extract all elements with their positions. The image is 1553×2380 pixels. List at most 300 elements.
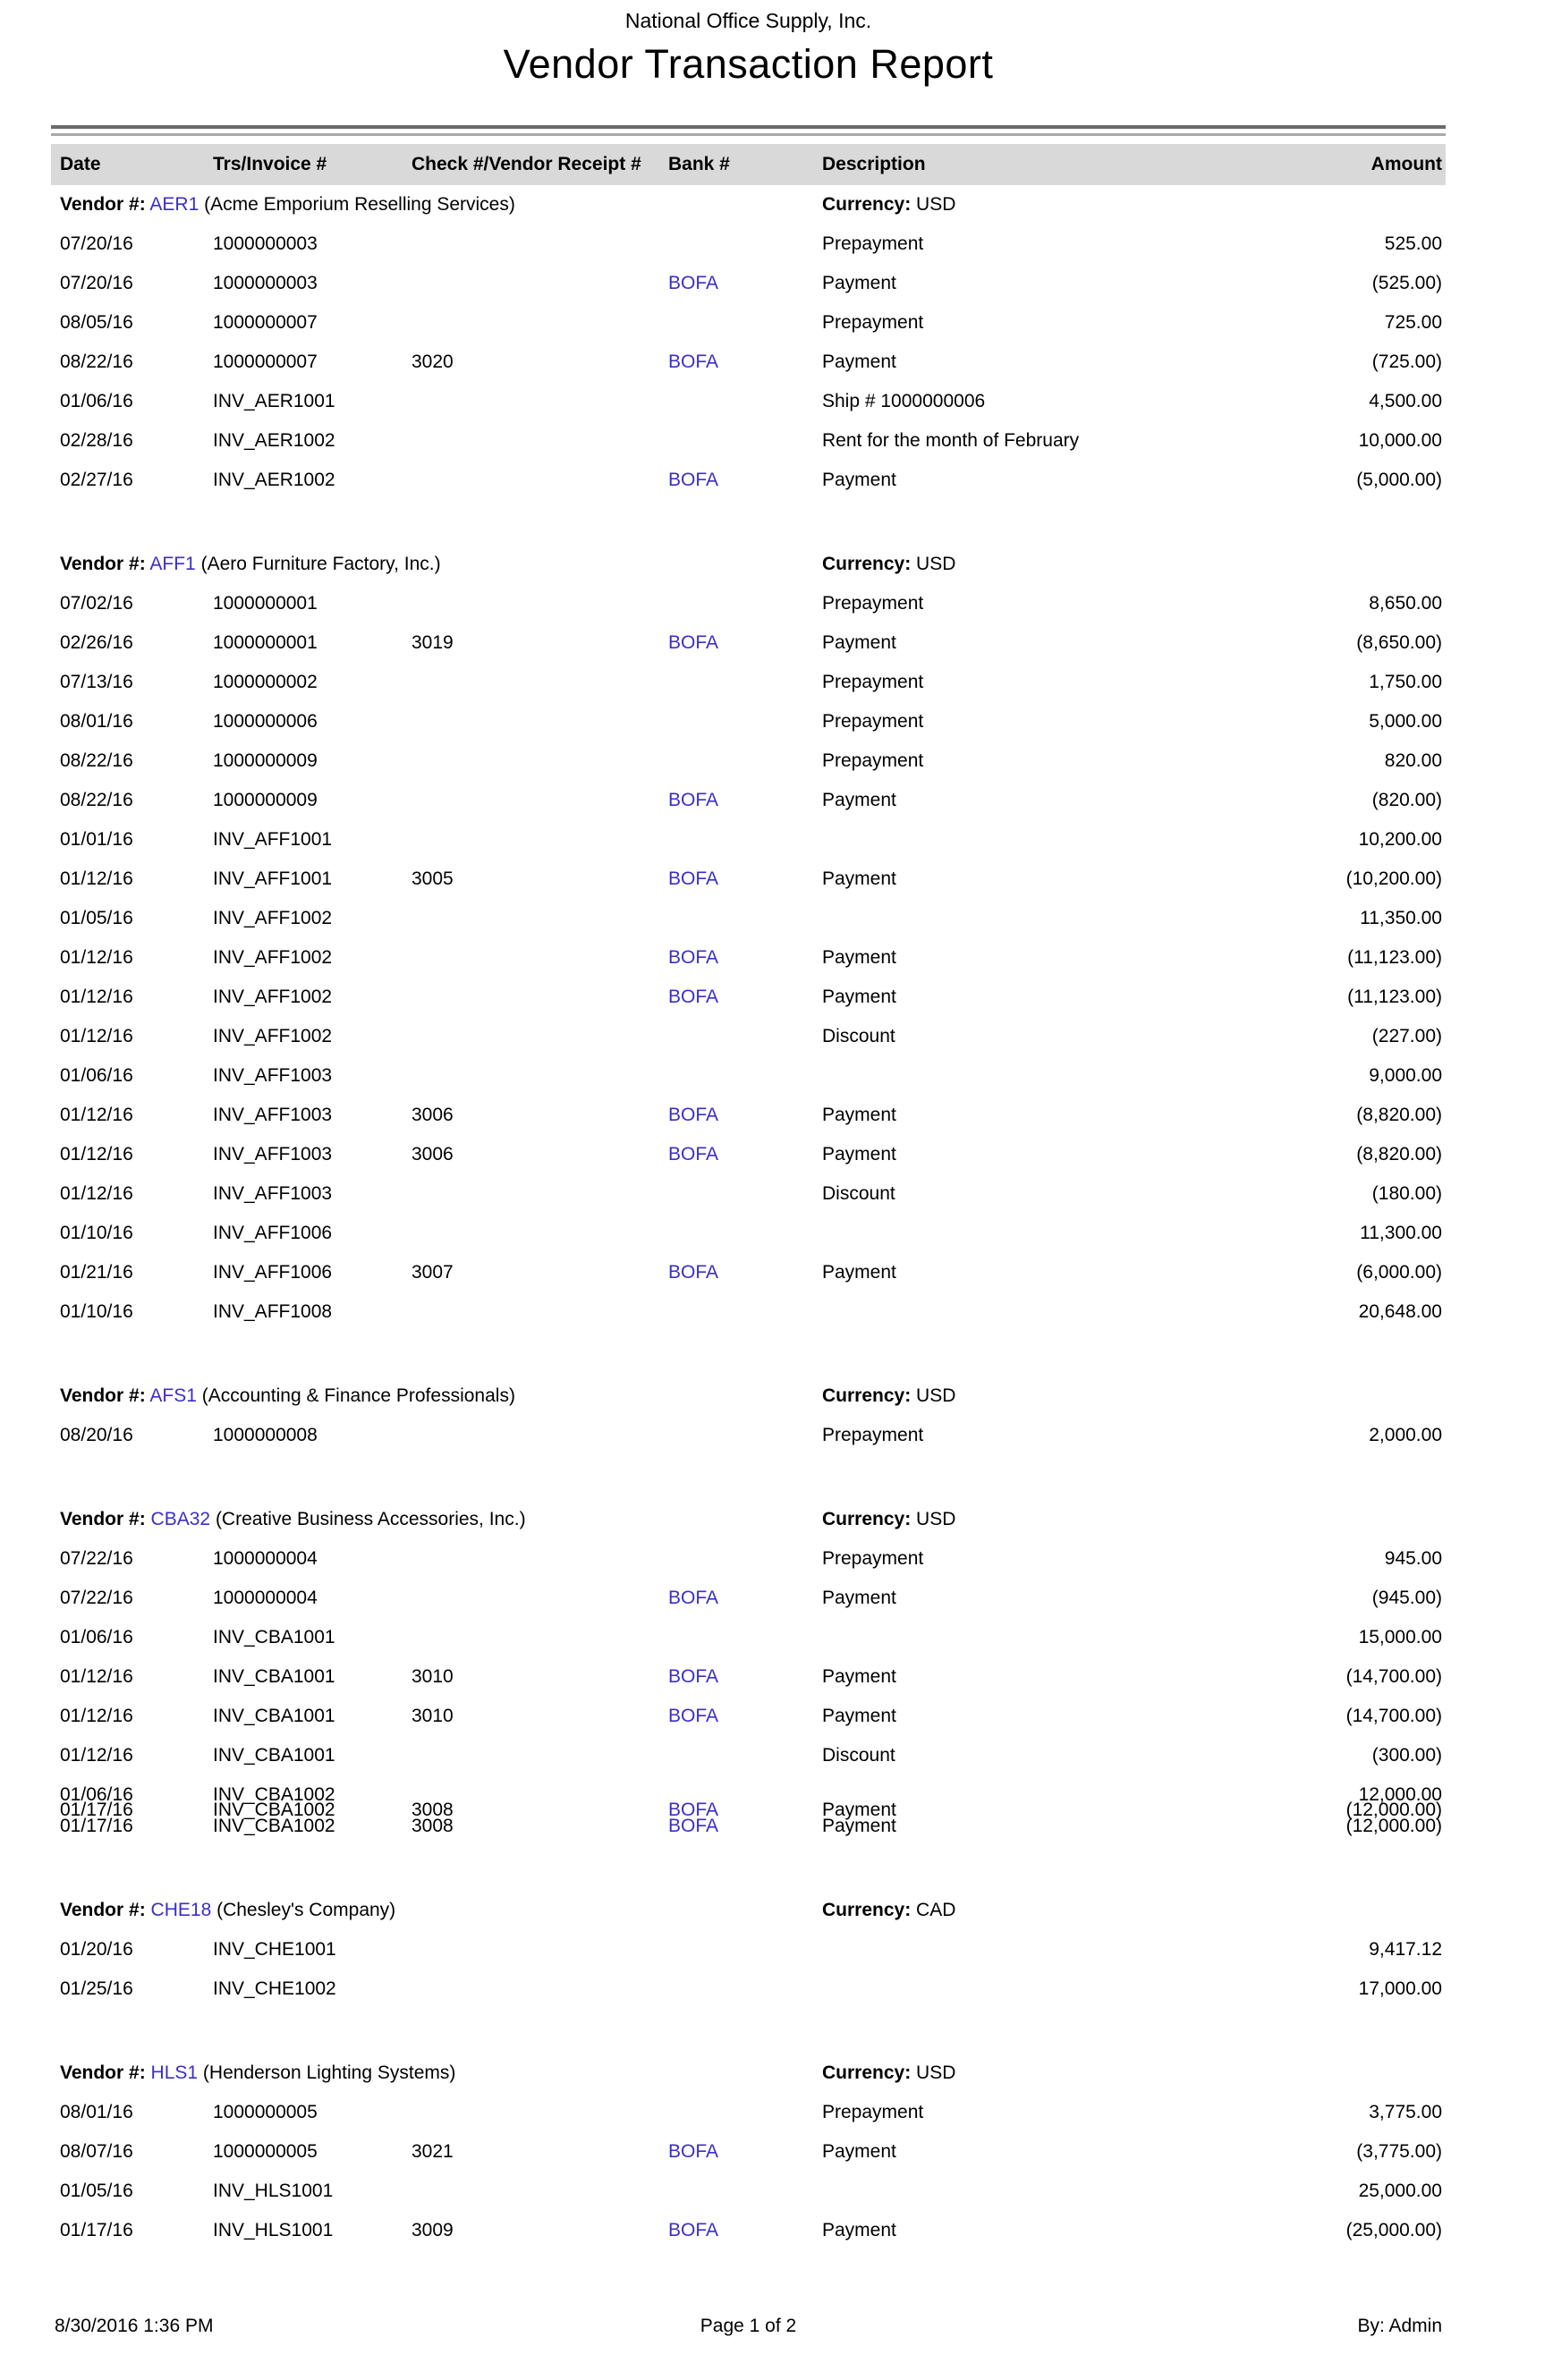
tx-description: Prepayment bbox=[822, 233, 924, 254]
transaction-rows bbox=[51, 224, 1446, 500]
tx-check bbox=[412, 264, 668, 303]
transaction-row bbox=[51, 1618, 1446, 1657]
vendor-code[interactable]: AER1 bbox=[149, 194, 199, 215]
tx-check bbox=[412, 461, 668, 500]
tx-description bbox=[822, 2172, 1269, 2211]
tx-invoice: INV_AFF1008 bbox=[213, 1301, 333, 1322]
tx-bank bbox=[668, 421, 822, 461]
tx-amount: (300.00) bbox=[1371, 1745, 1442, 1766]
transaction-row bbox=[51, 2132, 1446, 2172]
tx-date: 07/22/16 bbox=[60, 1548, 133, 1569]
tx-amount: (8,820.00) bbox=[1356, 1144, 1442, 1165]
tx-amount: 10,000.00 bbox=[1358, 430, 1442, 451]
tx-invoice: 1000000007 bbox=[213, 312, 318, 333]
currency-cell bbox=[822, 545, 1446, 584]
tx-date: 08/07/16 bbox=[60, 2141, 133, 2162]
tx-description bbox=[822, 899, 1269, 938]
tx-description: Payment bbox=[822, 1144, 896, 1165]
tx-bank[interactable]: BOFA bbox=[668, 2220, 719, 2240]
tx-check bbox=[412, 663, 668, 702]
tx-date: 07/22/16 bbox=[60, 1588, 133, 1608]
tx-check bbox=[412, 899, 668, 938]
currency-cell bbox=[822, 1891, 1446, 1930]
currency-cell bbox=[822, 2054, 1446, 2093]
tx-invoice: 1000000009 bbox=[213, 790, 318, 810]
currency-value: USD bbox=[916, 194, 956, 215]
vendor-header-line bbox=[51, 545, 1446, 584]
transaction-row bbox=[51, 382, 1446, 421]
vendor-code[interactable]: AFF1 bbox=[149, 554, 196, 574]
tx-invoice: INV_CBA1002 bbox=[213, 1800, 335, 1820]
tx-date: 07/13/16 bbox=[60, 672, 133, 692]
transaction-row bbox=[51, 303, 1446, 343]
tx-description: Discount bbox=[822, 1183, 895, 1204]
currency-label: Currency: bbox=[822, 1900, 912, 1920]
tx-check bbox=[412, 2093, 668, 2132]
tx-date: 01/12/16 bbox=[60, 1706, 133, 1726]
tx-invoice: INV_CBA1002 bbox=[213, 1784, 335, 1805]
tx-amount: 11,300.00 bbox=[1360, 1223, 1442, 1243]
vendor-code[interactable]: AFS1 bbox=[149, 1385, 197, 1406]
vendor-label: Vendor #: bbox=[60, 1509, 146, 1529]
vendor-name: (Henderson Lighting Systems) bbox=[202, 2062, 456, 2083]
currency-cell bbox=[822, 1376, 1446, 1416]
tx-description: Prepayment bbox=[822, 312, 924, 333]
report-footer bbox=[51, 2311, 1446, 2342]
transaction-row bbox=[51, 781, 1446, 820]
tx-bank[interactable]: BOFA bbox=[668, 1816, 719, 1836]
tx-bank bbox=[668, 741, 822, 781]
tx-bank bbox=[668, 1736, 822, 1775]
tx-date: 01/06/16 bbox=[60, 391, 133, 411]
vendor-name: (Acme Emporium Reselling Services) bbox=[204, 194, 515, 215]
tx-description: Payment bbox=[822, 1816, 896, 1836]
tx-amount: (5,000.00) bbox=[1356, 470, 1442, 490]
tx-bank[interactable]: BOFA bbox=[668, 790, 719, 810]
tx-invoice: INV_AFF1003 bbox=[213, 1183, 333, 1204]
tx-amount: (525.00) bbox=[1371, 273, 1442, 293]
tx-invoice: 1000000003 bbox=[213, 233, 318, 254]
tx-date: 01/17/16 bbox=[60, 1816, 133, 1836]
tx-check: 3005 bbox=[412, 868, 454, 889]
tx-check: 3010 bbox=[412, 1666, 454, 1687]
tx-bank[interactable]: BOFA bbox=[668, 273, 719, 293]
double-rule-light bbox=[51, 133, 1446, 136]
tx-invoice: INV_AFF1006 bbox=[213, 1223, 333, 1243]
tx-amount: 1,750.00 bbox=[1369, 672, 1442, 692]
tx-amount: 15,000.00 bbox=[1358, 1627, 1442, 1647]
transaction-row bbox=[51, 1539, 1446, 1579]
tx-invoice: 1000000006 bbox=[213, 711, 318, 732]
vendor-header-line bbox=[51, 1891, 1446, 1930]
tx-description: Payment bbox=[822, 1262, 896, 1283]
column-header: Bank # bbox=[668, 154, 730, 174]
tx-bank[interactable]: BOFA bbox=[668, 2141, 719, 2162]
tx-description bbox=[822, 1618, 1269, 1657]
tx-description: Ship # 1000000006 bbox=[822, 391, 986, 411]
currency-value: USD bbox=[916, 2062, 956, 2083]
tx-description: Payment bbox=[822, 470, 896, 490]
tx-amount: (14,700.00) bbox=[1345, 1706, 1442, 1726]
tx-check bbox=[412, 303, 668, 343]
tx-bank bbox=[668, 820, 822, 860]
tx-check bbox=[412, 781, 668, 820]
transaction-row bbox=[51, 1930, 1446, 1969]
tx-check bbox=[412, 382, 668, 421]
vendor-code[interactable]: CBA32 bbox=[150, 1509, 211, 1529]
tx-bank[interactable]: BOFA bbox=[668, 1105, 719, 1125]
tx-date: 07/02/16 bbox=[60, 593, 133, 614]
tx-date: 01/12/16 bbox=[60, 1745, 133, 1766]
tx-check: 3021 bbox=[412, 2141, 454, 2162]
tx-description bbox=[822, 1056, 1269, 1096]
tx-date: 01/12/16 bbox=[60, 868, 133, 889]
tx-invoice: INV_AFF1002 bbox=[213, 1026, 333, 1046]
vendor-name: (Chesley's Company) bbox=[216, 1900, 396, 1920]
tx-bank bbox=[668, 1174, 822, 1214]
currency-value: CAD bbox=[916, 1900, 956, 1920]
vendor-label: Vendor #: bbox=[60, 554, 146, 574]
tx-description: Payment bbox=[822, 632, 896, 653]
transaction-row bbox=[51, 1174, 1446, 1214]
tx-amount: (8,820.00) bbox=[1356, 1105, 1442, 1125]
tx-date: 02/26/16 bbox=[60, 632, 133, 653]
vendor-section bbox=[51, 1500, 1446, 1846]
tx-bank bbox=[668, 1539, 822, 1579]
tx-bank bbox=[668, 899, 822, 938]
tx-amount: (725.00) bbox=[1371, 351, 1442, 372]
tx-description: Payment bbox=[822, 1800, 896, 1820]
tx-amount: 945.00 bbox=[1384, 1548, 1442, 1569]
transaction-row bbox=[51, 2093, 1446, 2132]
tx-invoice: INV_AFF1003 bbox=[213, 1144, 333, 1165]
tx-invoice: INV_AFF1002 bbox=[213, 947, 333, 968]
tx-date: 01/06/16 bbox=[60, 1627, 133, 1647]
tx-bank[interactable]: BOFA bbox=[668, 1666, 719, 1687]
tx-invoice: INV_CBA1001 bbox=[213, 1627, 335, 1647]
vendor-header bbox=[51, 545, 822, 584]
tx-amount: 4,500.00 bbox=[1369, 391, 1442, 411]
vendor-label: Vendor #: bbox=[60, 2062, 146, 2083]
tx-bank bbox=[668, 2172, 822, 2211]
tx-check bbox=[412, 820, 668, 860]
tx-description: Payment bbox=[822, 987, 896, 1007]
tx-invoice: INV_HLS1001 bbox=[213, 2181, 334, 2201]
tx-date: 07/20/16 bbox=[60, 233, 133, 254]
tx-description: Payment bbox=[822, 1666, 896, 1687]
tx-check bbox=[412, 1930, 668, 1969]
tx-invoice: INV_CBA1001 bbox=[213, 1666, 335, 1687]
tx-amount: (3,775.00) bbox=[1356, 2141, 1442, 2162]
tx-check bbox=[412, 1214, 668, 1253]
report-content bbox=[51, 0, 1446, 2250]
column-header: Date bbox=[60, 154, 101, 174]
currency-cell bbox=[822, 185, 1446, 224]
tx-description: Discount bbox=[822, 1026, 895, 1046]
tx-description bbox=[822, 820, 1269, 860]
currency-label: Currency: bbox=[822, 194, 912, 215]
footer-generated-by: By: Admin bbox=[1357, 2316, 1442, 2336]
transaction-row bbox=[51, 1017, 1446, 1056]
currency-label: Currency: bbox=[822, 1385, 912, 1406]
tx-amount: (820.00) bbox=[1371, 790, 1442, 810]
vendor-code[interactable]: HLS1 bbox=[150, 2062, 199, 2083]
tx-bank bbox=[668, 382, 822, 421]
tx-check bbox=[412, 584, 668, 623]
vendor-section bbox=[51, 2054, 1446, 2250]
tx-description: Discount bbox=[822, 1745, 895, 1766]
transaction-rows bbox=[51, 1416, 1446, 1455]
tx-amount: (12,000.00) bbox=[1345, 1816, 1442, 1836]
tx-date: 02/27/16 bbox=[60, 470, 133, 490]
tx-date: 01/12/16 bbox=[60, 1183, 133, 1204]
tx-bank bbox=[668, 2093, 822, 2132]
tx-check bbox=[412, 1017, 668, 1056]
transaction-row bbox=[51, 584, 1446, 623]
tx-invoice: 1000000004 bbox=[213, 1588, 318, 1608]
tx-invoice: 1000000003 bbox=[213, 273, 318, 293]
tx-date: 01/10/16 bbox=[60, 1223, 133, 1243]
tx-bank[interactable]: BOFA bbox=[668, 1800, 719, 1820]
transaction-row bbox=[51, 343, 1446, 382]
tx-date: 01/05/16 bbox=[60, 908, 133, 928]
tx-date: 01/06/16 bbox=[60, 1784, 133, 1805]
tx-description: Prepayment bbox=[822, 1425, 924, 1445]
transaction-rows bbox=[51, 2093, 1446, 2250]
tx-invoice: 1000000007 bbox=[213, 351, 318, 372]
tx-invoice: INV_CBA1001 bbox=[213, 1745, 335, 1766]
tx-bank bbox=[668, 1618, 822, 1657]
vendor-code[interactable]: CHE18 bbox=[150, 1900, 212, 1920]
tx-check: 3020 bbox=[412, 351, 454, 372]
tx-amount: (11,123.00) bbox=[1347, 987, 1442, 1007]
tx-bank[interactable]: BOFA bbox=[668, 1262, 719, 1283]
tx-date: 01/12/16 bbox=[60, 1666, 133, 1687]
tx-bank bbox=[668, 1930, 822, 1969]
transaction-rows bbox=[51, 584, 1446, 1332]
tx-amount: 9,000.00 bbox=[1369, 1065, 1442, 1086]
tx-amount: 12,000.00 bbox=[1358, 1784, 1442, 1805]
tx-amount: (11,123.00) bbox=[1347, 947, 1442, 968]
tx-check bbox=[412, 1736, 668, 1775]
transaction-row bbox=[51, 1697, 1446, 1736]
tx-check: 3019 bbox=[412, 632, 454, 653]
transaction-row bbox=[51, 421, 1446, 461]
tx-description: Payment bbox=[822, 947, 896, 968]
tx-date: 01/12/16 bbox=[60, 1105, 133, 1125]
currency-value: USD bbox=[916, 554, 956, 574]
tx-invoice: INV_AFF1001 bbox=[213, 829, 333, 850]
tx-bank bbox=[668, 303, 822, 343]
tx-check bbox=[412, 702, 668, 741]
tx-description: Rent for the month of February bbox=[822, 430, 1080, 451]
tx-invoice: 1000000009 bbox=[213, 750, 318, 771]
tx-invoice: INV_CBA1002 bbox=[213, 1816, 335, 1836]
tx-bank[interactable]: BOFA bbox=[668, 1706, 719, 1726]
tx-bank[interactable]: BOFA bbox=[668, 1144, 719, 1165]
tx-amount: (14,700.00) bbox=[1345, 1666, 1442, 1687]
tx-date: 08/20/16 bbox=[60, 1425, 133, 1445]
tx-description: Payment bbox=[822, 2141, 896, 2162]
vendor-label: Vendor #: bbox=[60, 1900, 146, 1920]
tx-date: 01/17/16 bbox=[60, 2220, 133, 2240]
transaction-row bbox=[51, 1292, 1446, 1332]
tx-check bbox=[412, 2172, 668, 2211]
transaction-row bbox=[51, 2211, 1446, 2250]
tx-amount: (12,000.00) bbox=[1345, 1800, 1442, 1820]
vendor-section bbox=[51, 185, 1446, 500]
tx-check bbox=[412, 1539, 668, 1579]
tx-description bbox=[822, 1969, 1269, 2009]
vendor-header-line bbox=[51, 2054, 1446, 2093]
tx-date: 08/05/16 bbox=[60, 312, 133, 333]
tx-invoice: INV_AFF1003 bbox=[213, 1105, 333, 1125]
tx-description: Payment bbox=[822, 351, 896, 372]
column-header: Description bbox=[822, 154, 926, 174]
vendor-header-line bbox=[51, 1376, 1446, 1416]
tx-check bbox=[412, 224, 668, 264]
tx-amount: (945.00) bbox=[1371, 1588, 1442, 1608]
transaction-row bbox=[51, 2172, 1446, 2211]
tx-check bbox=[412, 1579, 668, 1618]
vendor-section bbox=[51, 545, 1446, 1332]
tx-invoice: 1000000002 bbox=[213, 672, 318, 692]
vendor-label: Vendor #: bbox=[60, 194, 146, 215]
transaction-row bbox=[51, 1807, 1446, 1846]
tx-date: 08/01/16 bbox=[60, 711, 133, 732]
tx-date: 01/17/16 bbox=[60, 1800, 133, 1820]
tx-invoice: INV_AFF1001 bbox=[213, 868, 333, 889]
transaction-row bbox=[51, 1214, 1446, 1253]
tx-bank bbox=[668, 1969, 822, 2009]
tx-amount: 17,000.00 bbox=[1358, 1978, 1442, 1999]
currency-cell bbox=[822, 1500, 1446, 1539]
tx-check: 3010 bbox=[412, 1706, 454, 1726]
tx-bank bbox=[668, 663, 822, 702]
transaction-row bbox=[51, 461, 1446, 500]
tx-bank[interactable]: BOFA bbox=[668, 632, 719, 653]
tx-date: 01/06/16 bbox=[60, 1065, 133, 1086]
tx-invoice: INV_AFF1006 bbox=[213, 1262, 333, 1283]
currency-value: USD bbox=[916, 1509, 956, 1529]
tx-amount: (180.00) bbox=[1371, 1183, 1442, 1204]
transaction-row bbox=[51, 938, 1446, 978]
tx-invoice: 1000000001 bbox=[213, 593, 318, 614]
tx-bank bbox=[668, 584, 822, 623]
tx-bank[interactable]: BOFA bbox=[668, 1588, 719, 1608]
tx-description: Prepayment bbox=[822, 2102, 924, 2122]
tx-description bbox=[822, 1292, 1269, 1332]
column-header: Check #/Vendor Receipt # bbox=[412, 154, 641, 174]
tx-bank[interactable]: BOFA bbox=[668, 470, 719, 490]
tx-check: 3008 bbox=[412, 1800, 454, 1820]
tx-check: 3008 bbox=[412, 1816, 454, 1836]
transaction-row bbox=[51, 224, 1446, 264]
tx-date: 08/01/16 bbox=[60, 2102, 133, 2122]
tx-check bbox=[412, 1618, 668, 1657]
tx-amount: 3,775.00 bbox=[1369, 2102, 1442, 2122]
vendor-header bbox=[51, 1891, 822, 1930]
tx-description: Payment bbox=[822, 2220, 896, 2240]
transaction-row bbox=[51, 1253, 1446, 1292]
tx-date: 07/20/16 bbox=[60, 273, 133, 293]
tx-amount: 725.00 bbox=[1384, 312, 1442, 333]
vendor-header bbox=[51, 1500, 822, 1539]
transaction-row bbox=[51, 1056, 1446, 1096]
vendor-header-line bbox=[51, 185, 1446, 224]
tx-amount: (227.00) bbox=[1371, 1026, 1442, 1046]
tx-description: Prepayment bbox=[822, 593, 924, 614]
tx-check bbox=[412, 938, 668, 978]
column-header: Amount bbox=[1371, 154, 1442, 174]
tx-check bbox=[412, 1056, 668, 1096]
transaction-rows bbox=[51, 1930, 1446, 2009]
vendor-sections bbox=[51, 185, 1446, 2250]
tx-amount: 25,000.00 bbox=[1358, 2181, 1442, 2201]
tx-check bbox=[412, 978, 668, 1017]
transaction-row bbox=[51, 1579, 1446, 1618]
tx-invoice: INV_AER1002 bbox=[213, 470, 335, 490]
tx-invoice: INV_AER1002 bbox=[213, 430, 335, 451]
tx-amount: 11,350.00 bbox=[1360, 908, 1442, 928]
vendor-name: (Aero Furniture Factory, Inc.) bbox=[200, 554, 441, 574]
tx-check bbox=[412, 421, 668, 461]
tx-date: 01/01/16 bbox=[60, 829, 133, 850]
tx-date: 01/12/16 bbox=[60, 947, 133, 968]
transaction-row bbox=[51, 1135, 1446, 1174]
tx-invoice: INV_CHE1001 bbox=[213, 1939, 336, 1960]
tx-check: 3007 bbox=[412, 1262, 454, 1283]
tx-description: Prepayment bbox=[822, 711, 924, 732]
tx-bank bbox=[668, 1214, 822, 1253]
vendor-header bbox=[51, 1376, 822, 1416]
tx-check: 3009 bbox=[412, 2220, 454, 2240]
tx-amount: 5,000.00 bbox=[1369, 711, 1442, 732]
footer-datetime: 8/30/2016 1:36 PM bbox=[55, 2316, 214, 2336]
tx-check: 3006 bbox=[412, 1105, 454, 1125]
currency-label: Currency: bbox=[822, 1509, 912, 1529]
tx-check bbox=[412, 1174, 668, 1214]
transaction-row bbox=[51, 860, 1446, 899]
tx-description: Payment bbox=[822, 868, 896, 889]
tx-description: Payment bbox=[822, 1706, 896, 1726]
tx-amount: (10,200.00) bbox=[1345, 868, 1442, 889]
tx-bank[interactable]: BOFA bbox=[668, 987, 719, 1007]
vendor-header bbox=[51, 185, 822, 224]
currency-label: Currency: bbox=[822, 554, 912, 574]
tx-amount: 2,000.00 bbox=[1369, 1425, 1442, 1445]
vendor-section bbox=[51, 1376, 1446, 1455]
double-rule-dark bbox=[51, 125, 1446, 129]
transaction-row bbox=[51, 978, 1446, 1017]
column-header: Trs/Invoice # bbox=[213, 154, 327, 174]
tx-description: Payment bbox=[822, 1588, 896, 1608]
tx-date: 01/12/16 bbox=[60, 1026, 133, 1046]
tx-invoice: INV_CBA1001 bbox=[213, 1706, 335, 1726]
tx-check bbox=[412, 1292, 668, 1332]
transaction-row bbox=[51, 899, 1446, 938]
tx-bank[interactable]: BOFA bbox=[668, 868, 719, 889]
vendor-header bbox=[51, 2054, 822, 2093]
tx-bank[interactable]: BOFA bbox=[668, 351, 719, 372]
tx-amount: (6,000.00) bbox=[1356, 1262, 1442, 1283]
tx-date: 08/22/16 bbox=[60, 750, 133, 771]
tx-check bbox=[412, 1969, 668, 2009]
tx-date: 02/28/16 bbox=[60, 430, 133, 451]
tx-date: 01/05/16 bbox=[60, 2181, 133, 2201]
vendor-name: (Creative Business Accessories, Inc.) bbox=[215, 1509, 526, 1529]
tx-bank[interactable]: BOFA bbox=[668, 947, 719, 968]
